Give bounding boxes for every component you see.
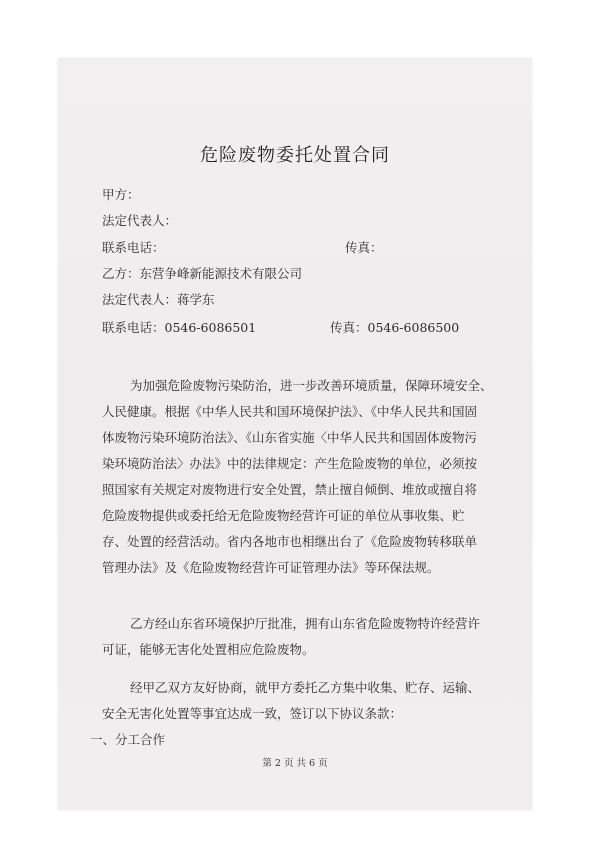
party-b-fax: 传真：0546-6086500 <box>330 320 460 335</box>
party-b-rep: 法定代表人：蒋学东 <box>102 292 215 307</box>
party-b-phone: 联系电话：0546-6086501 <box>102 320 257 335</box>
page-number: 第 2 页 共 6 页 <box>262 758 328 769</box>
paragraph-1-line: 体废物污染环境防治法》、《山东省实施〈中华人民共和国固体废物污 <box>102 430 478 445</box>
party-b-name: 乙方：东营争峰新能源技术有限公司 <box>102 266 303 281</box>
paragraph-1-line: 存、处置的经营活动。省内各地市也相继出台了《危险废物转移联单 <box>102 534 478 549</box>
paragraph-1-line: 染环境防治法〉办法》中的法律规定：产生危险废物的单位，必须按 <box>102 456 478 471</box>
party-a-label: 甲方： <box>102 187 140 202</box>
party-a-phone-label: 联系电话： <box>102 240 165 255</box>
document-title: 危险废物委托处置合同 <box>200 145 390 166</box>
paragraph-1-line: 照国家有关规定对废物进行安全处置，禁止擅自倾倒、堆放或擅自将 <box>102 482 478 497</box>
paragraph-1-line: 管理办法》及《危险废物经营许可证管理办法》等环保法规。 <box>102 560 440 575</box>
paragraph-1-line: 为加强危险废物污染防治，进一步改善环境质量，保障环境安全、 <box>130 378 493 393</box>
party-a-fax-label: 传真： <box>345 240 383 255</box>
paragraph-3-line: 经甲乙双方友好协商，就甲方委托乙方集中收集、贮存、运输、 <box>130 680 481 695</box>
paragraph-1-line: 人民健康。根据《中华人民共和国环境保护法》、《中华人民共和国固 <box>102 404 478 419</box>
section-heading: 一、分工合作 <box>90 732 166 747</box>
paragraph-2-line: 可证，能够无害化处置相应危险废物。 <box>102 642 315 657</box>
party-a-rep-label: 法定代表人： <box>102 213 178 228</box>
paragraph-1-line: 危险废物提供或委托给无危险废物经营许可证的单位从事收集、贮 <box>102 508 465 523</box>
paragraph-3-line: 安全无害化处置等事宜达成一致，签订以下协议条款： <box>102 706 403 721</box>
document-page <box>58 58 532 810</box>
paragraph-2-line: 乙方经山东省环境保护厅批准，拥有山东省危险废物特许经营许 <box>130 616 481 631</box>
